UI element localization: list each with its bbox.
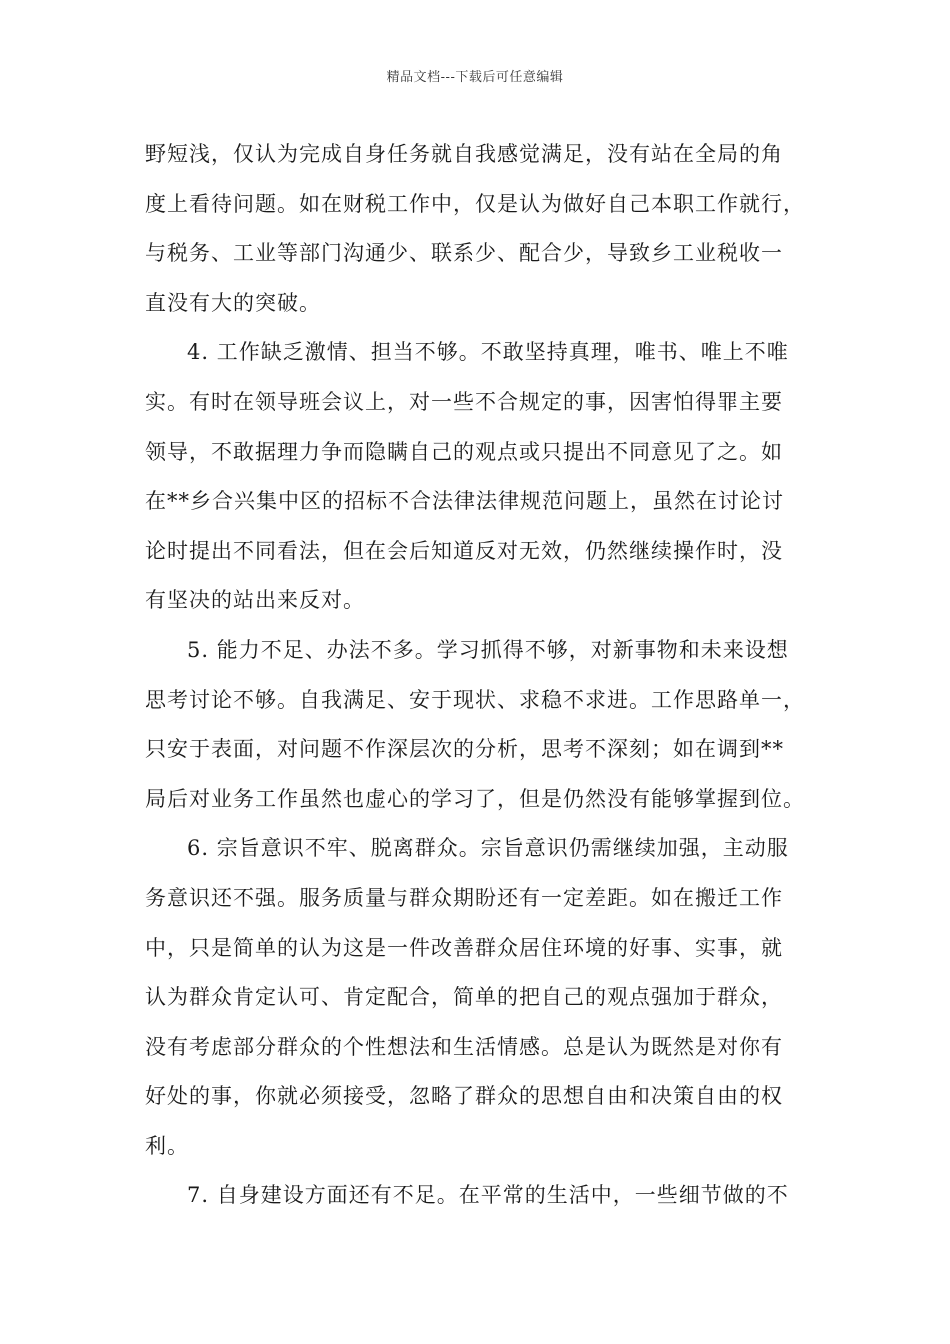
text-line: 没有考虑部分群众的个性想法和生活情感。总是认为既然是对你有 <box>145 1034 783 1059</box>
paragraph-start-7: 7. 自身建设方面还有不足。在平常的生活中，一些细节做的不 <box>187 1183 789 1208</box>
text-line: 度上看待问题。如在财税工作中，仅是认为做好自己本职工作就行， <box>145 191 805 216</box>
text-line: 好处的事，你就必须接受，忽略了群众的思想自由和决策自由的权 <box>145 1084 783 1109</box>
text-line: 野短浅，仅认为完成自身任务就自我感觉满足，没有站在全局的角 <box>145 142 783 166</box>
text-line: 领导，不敢据理力争而隐瞒自己的观点或只提出不同意见了之。如 <box>145 439 783 464</box>
text-line: 思考讨论不够。自我满足、安于现状、求稳不求进。工作思路单一， <box>145 687 805 712</box>
paragraph-start-4: 4. 工作缺乏激情、担当不够。不敢坚持真理，唯书、唯上不唯 <box>187 340 789 365</box>
text-line: 局后对业务工作虽然也虚心的学习了，但是仍然没有能够掌握到位。 <box>145 786 805 811</box>
document-body <box>145 130 817 1221</box>
text-line: 实。有时在领导班会议上，对一些不合规定的事，因害怕得罪主要 <box>145 389 783 414</box>
text-line: 有坚决的站出来反对。 <box>145 588 365 613</box>
paragraph-start-5: 5. 能力不足、办法不多。学习抓得不够，对新事物和未来设想 <box>187 637 789 662</box>
text-line: 只安于表面，对问题不作深层次的分析，思考不深刻；如在调到** <box>145 737 784 762</box>
text-line: 中，只是简单的认为这是一件改善群众居住环境的好事、实事，就 <box>145 935 783 960</box>
text-line: 在**乡合兴集中区的招标不合法律法律规范问题上，虽然在讨论讨 <box>145 489 784 514</box>
text-line: 认为群众肯定认可、肯定配合，简单的把自己的观点强加于群众， <box>145 985 783 1010</box>
text-line: 直没有大的突破。 <box>145 290 321 315</box>
page-header: 精品文档---下载后可任意编辑 <box>386 70 564 85</box>
text-line: 与税务、工业等部门沟通少、联系少、配合少，导致乡工业税收一 <box>145 241 783 266</box>
text-line: 论时提出不同看法，但在会后知道反对无效，仍然继续操作时，没 <box>145 538 783 563</box>
text-line: 务意识还不强。服务质量与群众期盼还有一定差距。如在搬迁工作 <box>145 885 783 910</box>
text-line: 利。 <box>145 1133 189 1158</box>
paragraph-start-6: 6. 宗旨意识不牢、脱离群众。宗旨意识仍需继续加强，主动服 <box>187 836 789 861</box>
